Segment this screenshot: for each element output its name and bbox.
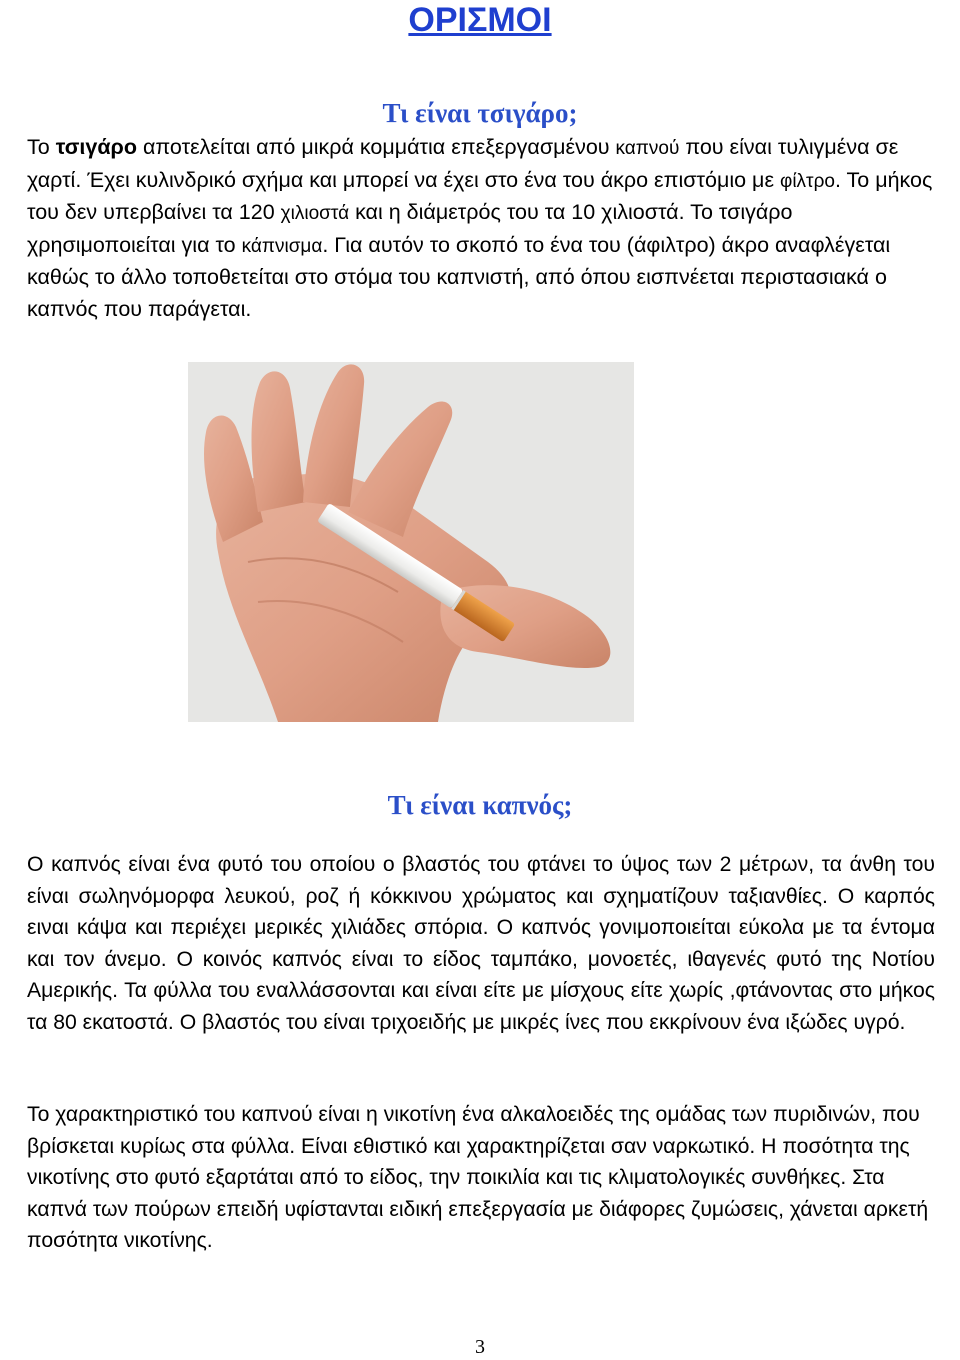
link-tobacco: καπνού	[615, 138, 680, 159]
hand-cigarette-photo	[188, 362, 634, 722]
page-number: 3	[475, 1336, 485, 1358]
section-heading-cigarette: Τι είναι τσιγάρο;	[382, 98, 578, 128]
section-heading-tobacco: Τι είναι καπνός;	[387, 790, 573, 820]
term-cigarette: τσιγάρο	[55, 135, 137, 159]
hand-illustration	[188, 362, 634, 722]
link-smoking: κάπνισμα	[241, 235, 323, 257]
link-filter: φίλτρο	[780, 170, 835, 192]
page-title: ΟΡΙΣΜΟΙ	[408, 1, 552, 39]
link-millimeters: χιλιοστά	[280, 203, 350, 224]
paragraph-tobacco-plant: Ο καπνός είναι ένα φυτό του οποίου ο βλαστός του φτάνει το ύψος των 2 μέτρων, τα άνθη του είναι σωληνόμορφα λευκού, ροζ ή κόκκινου χρώματος και σχηματίζουν ταξιανθίες. Ο καρπός ειναι κάψα και περιέχει μερικές χιλιάδες σπόρια. Ο καπνός γονιμοποιείται εύκολα με τα έντομα και τον άνεμο. Ο κοινός καπνός είναι το είδος ταμπάκο, μονοετές, ιθαγενές φυτό της Νοτίου Αμερικής. Τα φύλλα του εναλλάσσονται και είναι είτε με μίσχους είτε χωρίς ,φτάνοντας στο μήκος τα 80 εκατοστά. Ο βλαστός του είναι τριχοειδής με μικρές ίνες που εκκρίνουν ένα ιξώδες υγρό.	[27, 853, 935, 1034]
paragraph-cigarette-definition: Το τσιγάρο αποτελείται από μικρά κομμάτια επεξεργασμένου καπνού που είναι τυλιγμένα σε χαρτί. Έχει κυλινδρικό σχήμα και μπορεί να έχει στο ένα του άκρο επιστόμιο με φίλτρο. Το μήκος του δεν υπερβαίνει τα 120 χιλιοστά και η διάμετρός του τα 10 χιλιοστά. Το τσιγάρο χρησιμοποιείται για το κάπνισμα. Για αυτόν το σκοπό το ένα του (άφιλτρο) άκρο αναφλέγεται καθώς το άλλο τοποθετείται στο στόμα του καπνιστή, από όπου εισπνέεται περιστασιακά ο καπνός που παράγεται.	[27, 135, 933, 321]
paragraph-nicotine: Το χαρακτηριστικό του καπνού είναι η νικοτίνη ένα αλκαλοειδές της ομάδας των πυριδινών, που βρίσκεται κυρίως στα φύλλα. Είναι εθιστικό και χαρακτηρίζεται σαν ναρκωτικό. Η ποσότητα της νικοτίνης στο φυτό εξαρτάται από το είδος, την ποικιλία και τις κλιματολογικές συνθήκες. Στα καπνά των πούρων επειδή υφίστανται ειδική επεξεργασία με διάφορες ζυμώσεις, χάνεται αρκετή ποσότητα νικοτίνης.	[27, 1103, 929, 1252]
